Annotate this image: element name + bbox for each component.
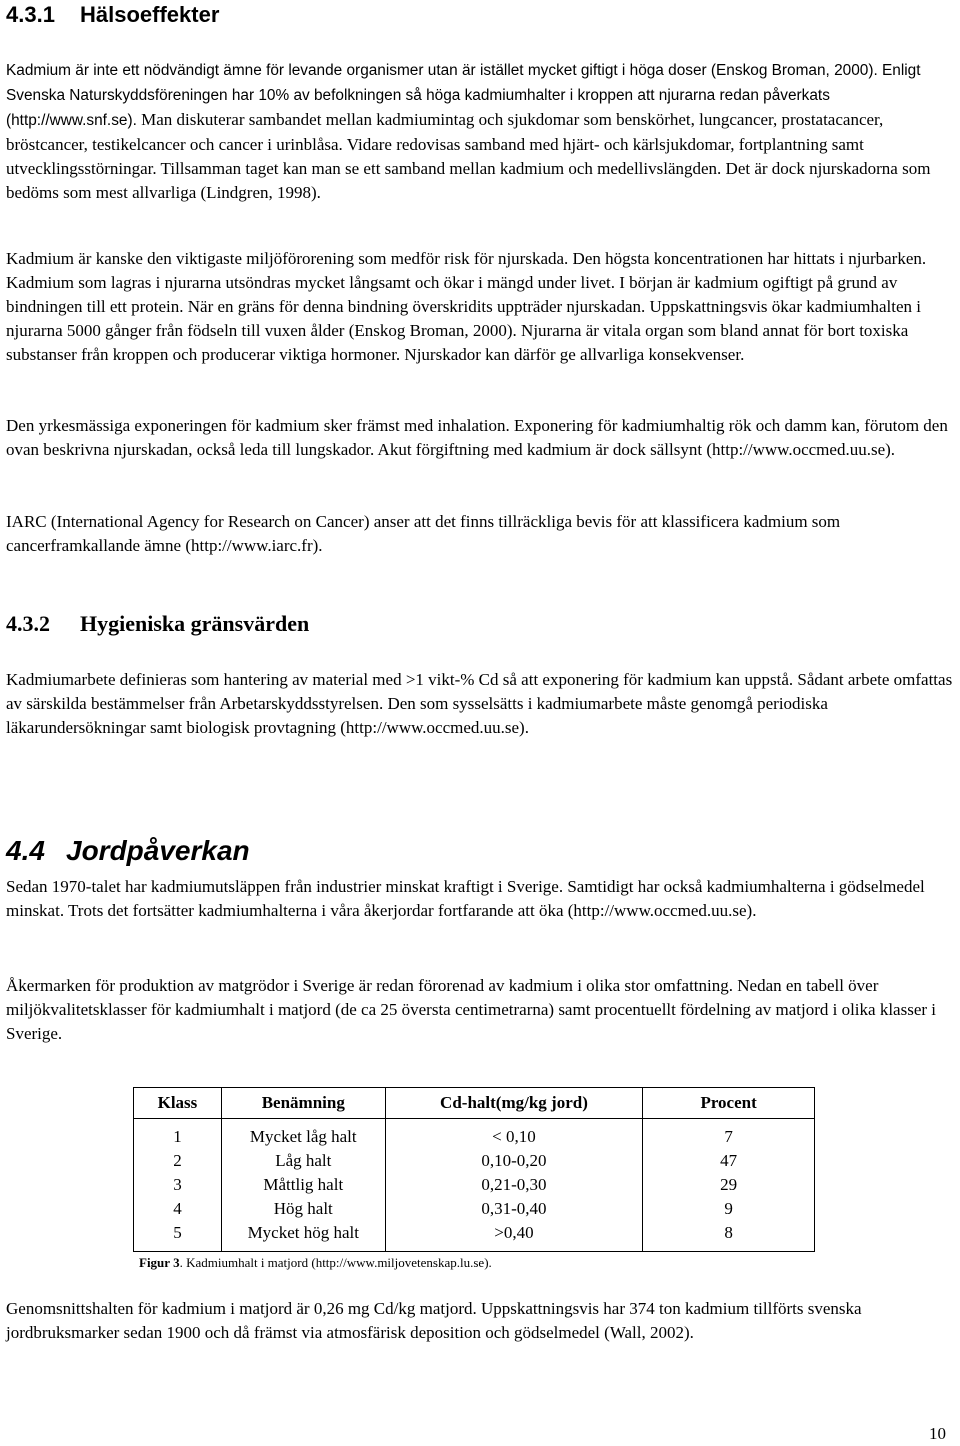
table-cell: 1: [134, 1119, 222, 1150]
paragraph-health-effects: [6, 58, 956, 205]
paragraph-average-content: Genomsnittshalten för kadmium i matjord är 0,26 mg Cd/kg matjord. Uppskattningsvis har 374 ton kadmium tillförts svenska jordbruksmarker sedan 1900 och då främst via atmosfärisk deposition och gödselmedel (Wall, 2002).: [6, 1299, 862, 1342]
section-heading-4-3-1: [6, 2, 219, 28]
table-cell: Mycket hög halt: [221, 1221, 385, 1252]
section-number: 4.3.1: [6, 2, 55, 27]
table-cell: 2: [134, 1149, 222, 1173]
page-number: 10: [929, 1424, 946, 1443]
section-heading-4-4: [6, 834, 250, 868]
table-cell: 4: [134, 1197, 222, 1221]
section-number: 4.3.2: [6, 611, 50, 636]
table-cell: >0,40: [385, 1221, 643, 1252]
paragraph-kidney-damage: Kadmium är kanske den viktigaste miljöförorening som medför risk för njurskada. Den högsta koncentrationen har hittats i njurbarken. Kadmium som lagras i njurarna utsöndras mycket långsamt och ökar i mängd under livet. I början är kadmium ogiftigt på grund av bindningen till ett protein. När en gräns för denna bindning överskridits uppträder njurskadan. Uppskattningsvis ökar kadmiumhalten i njurarna 5000 gånger från födseln till vuxen ålder (Enskog Broman, 2000). Njurarna är vitala organ som bland annat för bort toxiska substanser från kroppen och producerar viktiga hormoner. Njurskador kan därför ge allvarliga konsekvenser.: [6, 249, 927, 364]
section-title: Jordpåverkan: [66, 835, 250, 866]
paragraph-arable-land: Åkermarken för produktion av matgrödor i Sverige är redan förorenad av kadmium i olika stor omfattning. Nedan en tabell över miljökvalitetsklasser för kadmiumhalt i matjord (de ca 25 översta centimetrarna) samt procentuellt fördelning av matjord i olika klasser i Sverige.: [6, 976, 936, 1043]
paragraph-hygiene-limits: Kadmiumarbete definieras som hantering av material med >1 vikt-% Cd så att exponering för kadmium kan uppstå. Sådant arbete omfattas av särskilda bestämmelser från Arbetarskyddsstyrelsen. Den som sysselsätts i kadmiumarbete måste genomgå periodiska läkarundersökningar samt biologisk provtagning (http://www.occmed.uu.se).: [6, 670, 953, 737]
table-cell: Mycket låg halt: [221, 1119, 385, 1150]
table-cell: Låg halt: [221, 1149, 385, 1173]
paragraph-occupational-exposure: Den yrkesmässiga exponeringen för kadmium sker främst med inhalation. Exponering för kadmiumhaltig rök och damm kan, förutom den ovan beskrivna njurskadan, också leda till lungskador. Akut förgiftning med kadmium är dock sällsynt (http://www.occmed.uu.se).: [6, 416, 948, 459]
table-cell: 47: [643, 1149, 815, 1173]
table-cell: Hög halt: [221, 1197, 385, 1221]
table-cell: 5: [134, 1221, 222, 1252]
table-cell: 0,21-0,30: [385, 1173, 643, 1197]
table-row: [134, 1173, 815, 1197]
table-cell: 0,31-0,40: [385, 1197, 643, 1221]
table-row: [134, 1221, 815, 1252]
section-heading-4-3-2: [6, 610, 309, 638]
table-header-row: [134, 1088, 815, 1119]
table-cell: 0,10-0,20: [385, 1149, 643, 1173]
table-header-cell: Cd-halt(mg/kg jord): [385, 1088, 643, 1119]
table-header-cell: Benämning: [221, 1088, 385, 1119]
table-header-cell: Procent: [643, 1088, 815, 1119]
table-row: [134, 1197, 815, 1221]
table-cell: < 0,10: [385, 1119, 643, 1150]
section-number: 4.4: [6, 835, 45, 866]
paragraph-iarc: IARC (International Agency for Research on Cancer) anser att det finns tillräckliga bevis för att klassificera kadmium som cancerframkallande ämne (http://www.iarc.fr).: [6, 512, 841, 555]
section-title: Hälsoeffekter: [80, 2, 220, 27]
table-cell: 8: [643, 1221, 815, 1252]
paragraph-continuation-text: Man diskuterar sambandet mellan kadmiumintag och sjukdomar som benskörhet, lungcancer, prostatacancer, bröstcancer, testikelcancer och cancer i urinblåsa. Vidare redovisas samband med hjärt- och kärlsjukdomar, fortplantning samt utvecklingsstörningar. Tillsamman taget kan man se ett samband mellan kadmium och medellivslängden. Det är dock njurskadorna som bedöms som mest allvarliga (Lindgren, 1998).: [6, 110, 931, 202]
table-cell: 9: [643, 1197, 815, 1221]
table-header-cell: Klass: [134, 1088, 222, 1119]
section-title: Hygieniska gränsvärden: [80, 611, 310, 636]
table-cell: 29: [643, 1173, 815, 1197]
paragraph-soil-trends: Sedan 1970-talet har kadmiumutsläppen från industrier minskat kraftigt i Sverige. Samtidigt har också kadmiumhalterna i gödselmedel minskat. Trots det fortsätter kadmiumhalterna i våra åkerjordar fortfarande att öka (http://www.occmed.uu.se).: [6, 877, 925, 920]
cadmium-class-table: [133, 1087, 815, 1252]
paragraph-lead-text: Kadmium är inte ett nödvändigt ämne för levande organismer utan är istället mycket giftigt i höga doser (Enskog Broman, 2000). Enligt Svenska Naturskyddsföreningen har 10% av befolkningen så höga kadmiumhalter i kroppen att njurarna redan påverkats (http://www.snf.se).: [6, 62, 921, 129]
table-cell: 3: [134, 1173, 222, 1197]
caption-label: Figur 3: [139, 1255, 180, 1270]
table-row: [134, 1119, 815, 1150]
table-row: [134, 1149, 815, 1173]
table-cell: Måttlig halt: [221, 1173, 385, 1197]
caption-text: . Kadmiumhalt i matjord (http://www.miljovetenskap.lu.se).: [179, 1255, 492, 1270]
table-caption: [139, 1254, 492, 1272]
table-cell: 7: [643, 1119, 815, 1150]
